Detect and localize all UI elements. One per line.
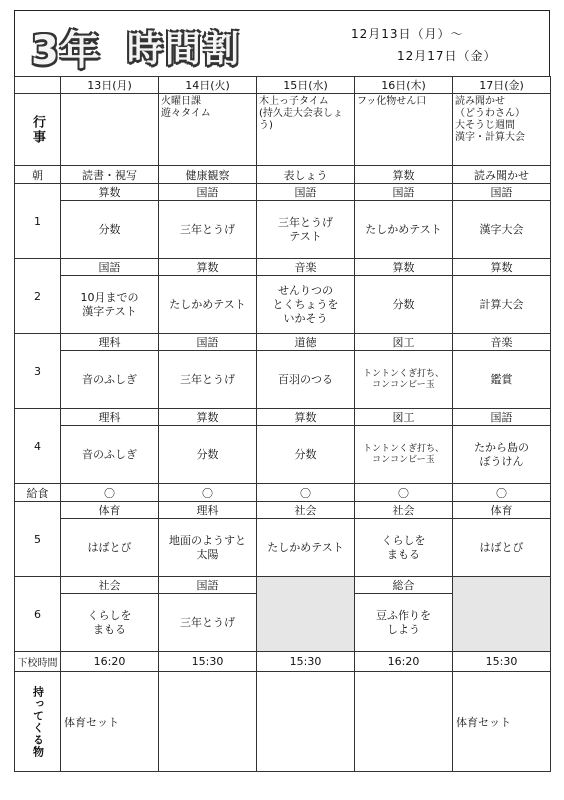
period-content-row (15, 426, 551, 484)
content-cell: たしかめテスト (257, 519, 355, 577)
subject-cell: 図工 (355, 409, 453, 426)
subject-cell: 国語 (159, 184, 257, 201)
period-subject-row (15, 409, 551, 426)
content-cell: 音のふしぎ (61, 351, 159, 409)
date-range (351, 23, 497, 67)
day-header: 15日(水) (257, 77, 355, 94)
subject-cell: 体育 (453, 502, 551, 519)
content-cell: 三年とうげ テスト (257, 201, 355, 259)
events-label: 行事 (30, 114, 45, 145)
content-cell: はばとび (61, 519, 159, 577)
content-cell: 三年とうげ (159, 201, 257, 259)
period-content-row (15, 351, 551, 409)
subject-cell: 音楽 (453, 334, 551, 351)
content-cell: せんりつの とくちょうを いかそう (257, 276, 355, 334)
subject-cell: 総合 (355, 577, 453, 594)
content-cell: 音のふしぎ (61, 426, 159, 484)
lunch-cell: 〇 (257, 484, 355, 502)
lunch-cell: 〇 (355, 484, 453, 502)
morning-cell: 読書・視写 (61, 166, 159, 184)
morning-cell: 算数 (355, 166, 453, 184)
period-subject-row (15, 259, 551, 276)
subject-cell: 算数 (159, 409, 257, 426)
period-label: 4 (15, 409, 61, 484)
period-label: 3 (15, 334, 61, 409)
corner-cell (15, 77, 61, 94)
bring-label: 持ってくる物 (31, 685, 45, 758)
content-cell: 地面のようすと 太陽 (159, 519, 257, 577)
subject-cell: 社会 (61, 577, 159, 594)
lunch-cell: 〇 (159, 484, 257, 502)
period-content-row (15, 276, 551, 334)
content-cell: 分数 (159, 426, 257, 484)
subject-cell: 理科 (159, 502, 257, 519)
subject-cell: 国語 (159, 334, 257, 351)
content-cell: 三年とうげ (159, 351, 257, 409)
content-cell: 豆ふ作りを しよう (355, 594, 453, 652)
subject-cell: 国語 (257, 184, 355, 201)
day-header: 14日(火) (159, 77, 257, 94)
timetable-title: 時間割 (127, 29, 242, 70)
subject-cell: 算数 (257, 409, 355, 426)
period-label: 6 (15, 577, 61, 652)
content-cell: たしかめテスト (159, 276, 257, 334)
event-cell: フッ化物せん口 (355, 94, 453, 166)
subject-cell: 算数 (453, 259, 551, 276)
bring-cell (257, 672, 355, 772)
bring-cell (159, 672, 257, 772)
day-header: 16日(木) (355, 77, 453, 94)
grade-title: 3年 (31, 28, 101, 74)
lunch-cell: 〇 (61, 484, 159, 502)
content-cell: はばとび (453, 519, 551, 577)
period-label: 2 (15, 259, 61, 334)
morning-cell: 健康観察 (159, 166, 257, 184)
date-from: 12月13日（月）～ (351, 27, 464, 41)
dismissal-cell: 16:20 (355, 652, 453, 672)
dismissal-cell: 15:30 (257, 652, 355, 672)
lunch-row (15, 484, 551, 502)
subject-cell: 算数 (355, 259, 453, 276)
morning-cell: 読み聞かせ (453, 166, 551, 184)
content-cell: トントンくぎ打ち、 コンコンビー玉 (355, 351, 453, 409)
dismissal-cell: 15:30 (453, 652, 551, 672)
header (14, 10, 550, 76)
dismissal-label: 下校時間 (15, 652, 61, 672)
subject-cell: 社会 (257, 502, 355, 519)
content-cell: 百羽のつる (257, 351, 355, 409)
content-cell: 鑑賞 (453, 351, 551, 409)
events-label-cell (15, 94, 61, 166)
subject-cell: 図工 (355, 334, 453, 351)
day-header: 13日(月) (61, 77, 159, 94)
period-content-row (15, 201, 551, 259)
event-cell: 木上っ子タイム (持久走大会表しょう) (257, 94, 355, 166)
subject-cell: 国語 (159, 577, 257, 594)
content-cell: 分数 (257, 426, 355, 484)
subject-cell: 算数 (159, 259, 257, 276)
subject-cell: 国語 (453, 409, 551, 426)
date-to: 12月17日（金） (397, 49, 497, 63)
content-cell: たから島の ぼうけん (453, 426, 551, 484)
period-subject-row (15, 502, 551, 519)
content-cell: トントンくぎ打ち、 コンコンビー玉 (355, 426, 453, 484)
empty-period-cell (257, 577, 355, 652)
lunch-cell: 〇 (453, 484, 551, 502)
bring-label-cell (15, 672, 61, 772)
content-cell: 分数 (61, 201, 159, 259)
bring-cell (355, 672, 453, 772)
period-subject-row (15, 577, 551, 594)
subject-cell: 国語 (61, 259, 159, 276)
period-label: 1 (15, 184, 61, 259)
content-cell: 計算大会 (453, 276, 551, 334)
events-row (15, 94, 551, 166)
content-cell: くらしを まもる (61, 594, 159, 652)
content-cell: たしかめテスト (355, 201, 453, 259)
period-label: 5 (15, 502, 61, 577)
subject-cell: 理科 (61, 409, 159, 426)
day-header-row (15, 77, 551, 94)
bring-row (15, 672, 551, 772)
period-content-row (15, 519, 551, 577)
content-cell: 10月までの 漢字テスト (61, 276, 159, 334)
subject-cell: 社会 (355, 502, 453, 519)
bring-cell: 体育セット (453, 672, 551, 772)
subject-cell: 音楽 (257, 259, 355, 276)
content-cell: 分数 (355, 276, 453, 334)
empty-period-cell (453, 577, 551, 652)
subject-cell: 道徳 (257, 334, 355, 351)
morning-cell: 表しょう (257, 166, 355, 184)
morning-row (15, 166, 551, 184)
event-cell: 読み聞かせ （どうわさん） 大そうじ週間 漢字・計算大会 (453, 94, 551, 166)
bring-cell: 体育セット (61, 672, 159, 772)
morning-label: 朝 (15, 166, 61, 184)
subject-cell: 国語 (355, 184, 453, 201)
subject-cell: 国語 (453, 184, 551, 201)
content-cell: くらしを まもる (355, 519, 453, 577)
event-cell: 火曜日課 遊々タイム (159, 94, 257, 166)
period-subject-row (15, 184, 551, 201)
period-subject-row (15, 334, 551, 351)
dismissal-row (15, 652, 551, 672)
subject-cell: 算数 (61, 184, 159, 201)
subject-cell: 理科 (61, 334, 159, 351)
dismissal-cell: 16:20 (61, 652, 159, 672)
content-cell: 三年とうげ (159, 594, 257, 652)
dismissal-cell: 15:30 (159, 652, 257, 672)
event-cell (61, 94, 159, 166)
lunch-label: 給食 (15, 484, 61, 502)
content-cell: 漢字大会 (453, 201, 551, 259)
day-header: 17日(金) (453, 77, 551, 94)
subject-cell: 体育 (61, 502, 159, 519)
timetable (14, 76, 551, 772)
